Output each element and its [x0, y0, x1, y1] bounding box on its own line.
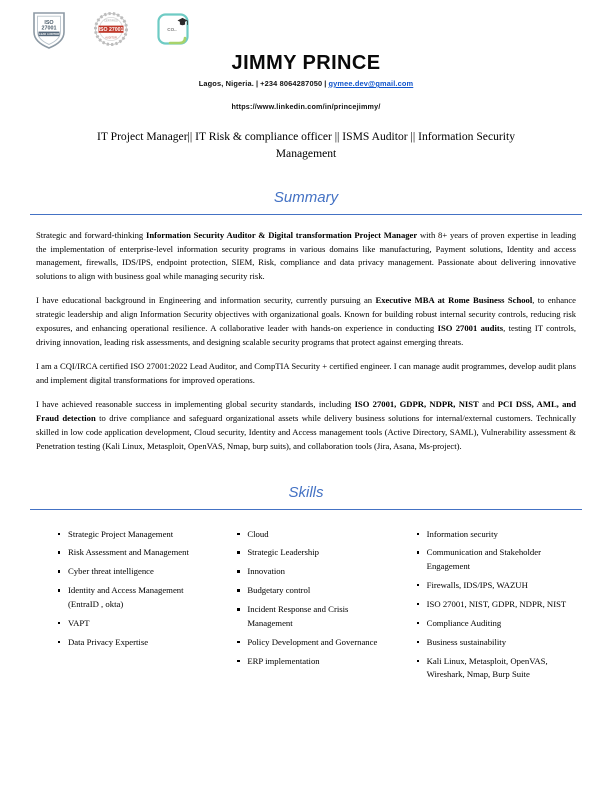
- contact-email-link[interactable]: gymee.dev@gmail.com: [328, 79, 414, 88]
- summary-paragraph: [36, 360, 576, 388]
- skill-item: Communication and Stakeholder Engagement: [417, 546, 568, 573]
- skills-list: [223, 528, 388, 669]
- skills-column: [44, 528, 209, 688]
- skill-item: ISO 27001, NIST, GDPR, NDPR, NIST: [417, 598, 568, 611]
- skill-item: Strategic Project Management: [58, 528, 209, 541]
- svg-text:ISO 27001: ISO 27001: [98, 27, 124, 34]
- linkedin-url[interactable]: https://www.linkedin.com/in/princejimmy/: [231, 102, 381, 111]
- summary-emphasis: ISO 27001, GDPR, NDPR, NIST: [354, 398, 479, 409]
- summary-body: [36, 215, 576, 454]
- skill-item: Strategic Leadership: [237, 546, 388, 559]
- certification-badge-row: [28, 8, 194, 50]
- contact-location: Lagos, Nigeria.: [198, 79, 254, 88]
- skills-column: [403, 528, 568, 688]
- summary-text: , testing IT controls, driving innovation, leading risk assessments, and designing scalable security programs that protect against emerging threats.: [36, 323, 576, 348]
- candidate-name: JIMMY PRINCE: [231, 52, 381, 74]
- skill-item: Cyber threat intelligence: [58, 565, 209, 578]
- summary-text: Strategic and forward-thinking: [36, 229, 146, 240]
- svg-text:CERTIFIED: CERTIFIED: [104, 19, 118, 23]
- summary-emphasis: PCI DSS, AML, and Fraud detection: [36, 398, 576, 423]
- skill-item: Innovation: [237, 565, 388, 578]
- skill-item: Risk Assessment and Management: [58, 546, 209, 559]
- skill-item: Identity and Access Management (EntraID , okta): [58, 584, 209, 611]
- contact-phone: +234 8064287050: [260, 79, 323, 88]
- summary-emphasis: Information Security Auditor & Digital transformation Project Manager: [146, 229, 418, 240]
- skill-item: Business sustainability: [417, 636, 568, 649]
- iso-27001-certified-seal-badge: [90, 8, 132, 50]
- svg-text:CO..: CO..: [167, 27, 177, 32]
- skills-section: [0, 484, 612, 688]
- summary-text: , to enhance strategic leadership and align Information Security objectives with organizational goals. Known for building robust internal security controls, reducing risk exposures, and enhancing operational resilience. A collaborative leader with hands-on experience in conducting: [36, 295, 576, 334]
- summary-text: with 8+ years of proven expertise in leading the implementation of enterprise-level information security programs in various domains like manufacturing, Payment solutions, Identity and access management, firewalls, IDS/IPS, endpoint protection, SIEM, Risk, compliance and data privacy management. Passionate about delivering innovative solutions to align with business goal while managing security risk.: [36, 229, 576, 282]
- skills-list: [403, 528, 568, 682]
- skill-item: VAPT: [58, 617, 209, 630]
- contact-separator-2: |: [324, 79, 327, 88]
- summary-text: to drive compliance and safeguard organizational assets while delivery business solutions for internal/external customers. Technically skilled in low code application development, Cloud security, Identity and Access management tools (Active Directory, SAML), Vulnerability assessment & Penetration testing (Kali Linux, Metasploit, OpenVAS, Nmap, burp suits), and collaboration tools (Jira, Asana, Ms-project).: [36, 412, 576, 451]
- summary-emphasis: Executive MBA at Rome Business School: [375, 295, 533, 306]
- skill-item: Information security: [417, 528, 568, 541]
- summary-section: [0, 189, 612, 454]
- summary-emphasis: ISO 27001 audits: [437, 323, 504, 334]
- summary-paragraph: [36, 398, 576, 454]
- svg-text:LEAD AUDITOR: LEAD AUDITOR: [38, 33, 60, 37]
- skills-section-heading: Skills: [288, 483, 324, 501]
- skill-item: Incident Response and Crisis Management: [237, 603, 388, 630]
- graduation-cap-badge: [152, 8, 194, 50]
- professional-headline: IT Project Manager|| IT Risk & compliance officer || ISMS Auditor || Information Security Management: [96, 130, 515, 160]
- summary-text: I have educational background in Engineering and information security, currently pursuing an: [36, 295, 376, 306]
- svg-text:AUDITOR: AUDITOR: [105, 36, 117, 40]
- summary-text: I am a CQI/IRCA certified ISO 27001:2022 Lead Auditor, and CompTIA Security + certified engineer. I can manage audit programmes, develop audit plans and implement digital transformations for improved operations.: [36, 360, 576, 385]
- skills-column: [223, 528, 388, 688]
- skill-item: Cloud: [237, 528, 388, 541]
- iso-27001-lead-auditor-shield-badge: [28, 8, 70, 50]
- summary-text: I have achieved reasonable success in implementing global security standards, including: [36, 398, 355, 409]
- skill-item: ERP implementation: [237, 655, 388, 668]
- svg-text:ISO: ISO: [44, 20, 54, 26]
- summary-paragraph: [36, 229, 576, 285]
- skill-item: Budgetary control: [237, 584, 388, 597]
- summary-text: and: [478, 398, 498, 409]
- skills-section-divider: [30, 509, 582, 510]
- contact-line: [0, 79, 612, 88]
- skills-list: [44, 528, 209, 650]
- summary-paragraph: [36, 294, 576, 350]
- summary-section-heading: Summary: [273, 188, 339, 206]
- skill-item: Data Privacy Expertise: [58, 636, 209, 649]
- skills-columns: [44, 528, 568, 688]
- skill-item: Kali Linux, Metasploit, OpenVAS, Wireshark, Nmap, Burp Suite: [417, 655, 568, 682]
- skill-item: Compliance Auditing: [417, 617, 568, 630]
- skill-item: Firewalls, IDS/IPS, WAZUH: [417, 579, 568, 592]
- contact-separator-1: |: [255, 79, 259, 88]
- svg-text:27001: 27001: [41, 25, 57, 32]
- skill-item: Policy Development and Governance: [237, 636, 388, 649]
